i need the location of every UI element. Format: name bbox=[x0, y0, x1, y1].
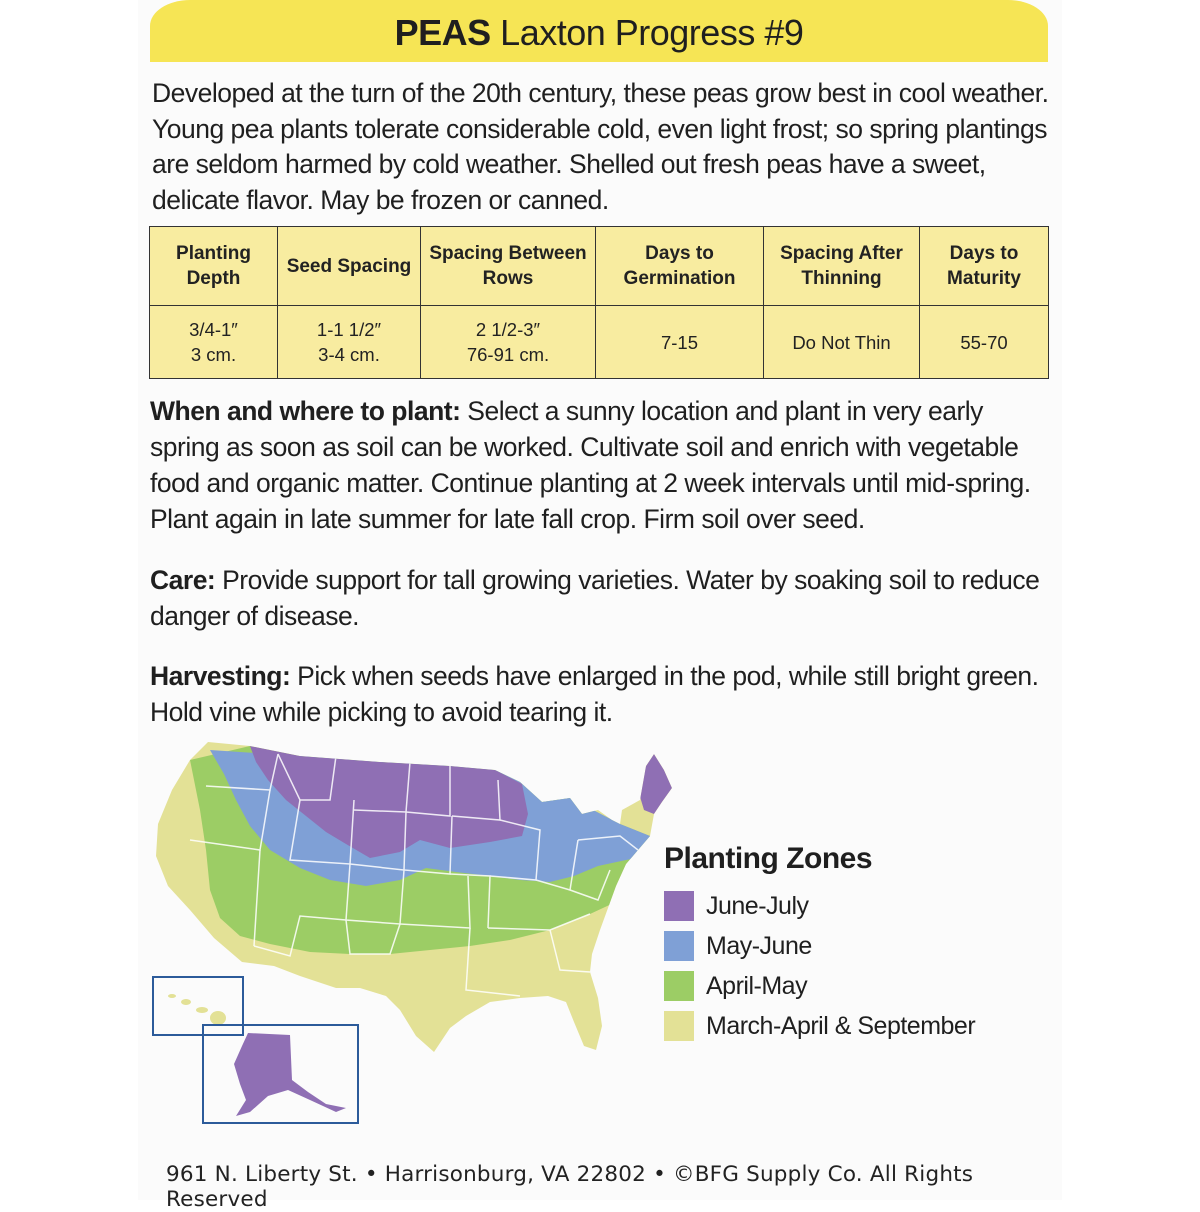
header-spacing-after-thinning: Spacing After Thinning bbox=[764, 227, 920, 306]
title-crop: PEAS bbox=[394, 12, 491, 53]
legend-item-march-april-september bbox=[664, 1006, 975, 1046]
swatch-may-june bbox=[664, 931, 694, 961]
value-seed-spacing: 1-1 1/2″ 3-4 cm. bbox=[278, 306, 421, 379]
value-spacing-after-thinning: Do Not Thin bbox=[764, 306, 920, 379]
title-bar bbox=[150, 0, 1048, 62]
intro-paragraph: Developed at the turn of the 20th century, these peas grow best in cool weather. Young pea plants tolerate considerable cold, even light frost; so spring plantings are seldom harmed by cold weather. Shelled out fresh peas have a sweet, delicate flavor. May be frozen or canned. bbox=[152, 78, 1049, 215]
harvesting-heading: Harvesting: bbox=[150, 661, 291, 691]
value-days-to-germination: 7-15 bbox=[596, 306, 764, 379]
harvesting-section bbox=[150, 658, 1050, 730]
header-days-to-germination: Days to Germination bbox=[596, 227, 764, 306]
legend-title: Planting Zones bbox=[664, 842, 873, 875]
planting-zones-map bbox=[150, 740, 710, 1130]
legend-item-may-june bbox=[664, 926, 975, 966]
care-text: Provide support for tall growing varieties. Water by soaking soil to reduce danger of disease. bbox=[150, 565, 1040, 631]
specs-value-row bbox=[150, 306, 1049, 379]
legend-label: June-July bbox=[706, 891, 809, 920]
footer-address: 961 N. Liberty St. • Harrisonburg, VA 22802 • ©BFG Supply Co. All Rights Reserved bbox=[166, 1162, 974, 1212]
legend-label: April-May bbox=[706, 971, 808, 1000]
header-planting-depth: Planting Depth bbox=[150, 227, 278, 306]
harvesting-text: Pick when seeds have enlarged in the pod, while still bright green. Hold vine while picking to avoid tearing it. bbox=[150, 661, 1039, 727]
when-where-text: Select a sunny location and plant in very early spring as soon as soil can be worked. Cultivate soil and enrich with vegetable food and organic matter. Continue planting at 2 week intervals until mid-spring. Plant again in late summer for late fall crop. Firm soil over seed. bbox=[150, 396, 1031, 534]
specs-header-row bbox=[150, 227, 1049, 306]
legend-item-june-july bbox=[664, 886, 975, 926]
header-spacing-between-rows: Spacing Between Rows bbox=[421, 227, 596, 306]
hawaii-inset bbox=[153, 977, 243, 1035]
swatch-april-may bbox=[664, 971, 694, 1001]
title-variety: Laxton Progress #9 bbox=[490, 12, 804, 53]
when-where-section bbox=[150, 393, 1050, 537]
header-seed-spacing: Seed Spacing bbox=[278, 227, 421, 306]
alaska-inset bbox=[203, 1025, 358, 1123]
legend-item-april-may bbox=[664, 966, 975, 1006]
us-map-graphic bbox=[150, 740, 710, 1130]
care-section bbox=[150, 562, 1050, 634]
legend-label: May-June bbox=[706, 931, 812, 960]
legend-label: March-April & September bbox=[706, 1011, 976, 1040]
header-days-to-maturity: Days to Maturity bbox=[920, 227, 1049, 306]
swatch-march-april-september bbox=[664, 1011, 694, 1041]
planting-specs-table bbox=[149, 226, 1049, 379]
care-heading: Care: bbox=[150, 565, 216, 595]
planting-zones-legend bbox=[664, 842, 975, 1046]
swatch-june-july bbox=[664, 891, 694, 921]
value-spacing-between-rows: 2 1/2-3″ 76-91 cm. bbox=[421, 306, 596, 379]
value-planting-depth: 3/4-1″ 3 cm. bbox=[150, 306, 278, 379]
when-where-heading: When and where to plant: bbox=[150, 396, 461, 426]
value-days-to-maturity: 55-70 bbox=[920, 306, 1049, 379]
